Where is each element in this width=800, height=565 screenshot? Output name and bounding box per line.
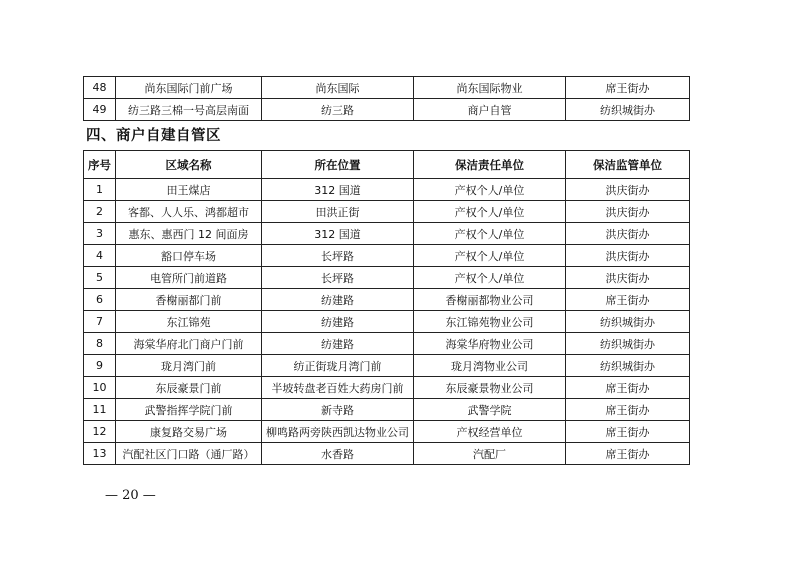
cell-cleaning-unit: 产权个人/单位	[414, 201, 566, 223]
cell-index: 3	[84, 223, 116, 245]
cell-supervision-unit: 纺织城街办	[566, 333, 690, 355]
cell-index: 1	[84, 179, 116, 201]
cell-cleaning-unit: 商户自管	[414, 99, 566, 121]
cell-index: 12	[84, 421, 116, 443]
cell-index: 2	[84, 201, 116, 223]
table-row	[84, 289, 690, 311]
cell-area-name: 惠东、惠西门 12 间面房	[116, 223, 262, 245]
cell-location: 312 国道	[262, 179, 414, 201]
cell-cleaning-unit: 产权个人/单位	[414, 179, 566, 201]
table-row	[84, 399, 690, 421]
cell-index: 48	[84, 77, 116, 99]
cell-cleaning-unit: 产权个人/单位	[414, 267, 566, 289]
cell-index: 13	[84, 443, 116, 465]
cell-area-name: 香榭丽都门前	[116, 289, 262, 311]
cell-location: 长坪路	[262, 245, 414, 267]
table-row	[84, 99, 690, 121]
cell-cleaning-unit: 珑月湾物业公司	[414, 355, 566, 377]
cell-supervision-unit: 洪庆街办	[566, 201, 690, 223]
table-row	[84, 333, 690, 355]
table-row	[84, 179, 690, 201]
cell-location: 柳鸣路两旁陕西凯达物业公司	[262, 421, 414, 443]
cell-supervision-unit: 洪庆街办	[566, 245, 690, 267]
cell-cleaning-unit: 尚东国际物业	[414, 77, 566, 99]
cell-index: 6	[84, 289, 116, 311]
page-number: — 20 —	[105, 488, 156, 503]
cell-supervision-unit: 洪庆街办	[566, 223, 690, 245]
table-row	[84, 223, 690, 245]
cell-supervision-unit: 席王街办	[566, 377, 690, 399]
cell-supervision-unit: 洪庆街办	[566, 267, 690, 289]
table-header-row	[84, 151, 690, 179]
cell-supervision-unit: 席王街办	[566, 77, 690, 99]
section-heading: 四、商户自建自管区	[86, 128, 221, 144]
header-cleaning-unit: 保洁责任单位	[414, 151, 566, 179]
cell-cleaning-unit: 武警学院	[414, 399, 566, 421]
cell-location: 纺正街珑月湾门前	[262, 355, 414, 377]
cell-area-name: 纺三路三棉一号高层南面	[116, 99, 262, 121]
cell-area-name: 康复路交易广场	[116, 421, 262, 443]
header-index: 序号	[84, 151, 116, 179]
cell-location: 田洪正街	[262, 201, 414, 223]
cell-location: 312 国道	[262, 223, 414, 245]
cell-location: 纺建路	[262, 333, 414, 355]
header-location: 所在位置	[262, 151, 414, 179]
cell-location: 纺三路	[262, 99, 414, 121]
cell-location: 纺建路	[262, 289, 414, 311]
cell-index: 9	[84, 355, 116, 377]
cell-cleaning-unit: 产权个人/单位	[414, 245, 566, 267]
cell-area-name: 东辰豪景门前	[116, 377, 262, 399]
cell-supervision-unit: 席王街办	[566, 443, 690, 465]
cell-area-name: 尚东国际门前广场	[116, 77, 262, 99]
cell-cleaning-unit: 东江锦苑物业公司	[414, 311, 566, 333]
cell-supervision-unit: 席王街办	[566, 421, 690, 443]
cell-index: 8	[84, 333, 116, 355]
cell-location: 长坪路	[262, 267, 414, 289]
cell-area-name: 客都、人人乐、鸿都超市	[116, 201, 262, 223]
cell-location: 新寺路	[262, 399, 414, 421]
cell-area-name: 珑月湾门前	[116, 355, 262, 377]
header-supervision-unit: 保洁监管单位	[566, 151, 690, 179]
table-row	[84, 267, 690, 289]
cell-area-name: 电管所门前道路	[116, 267, 262, 289]
cell-supervision-unit: 洪庆街办	[566, 179, 690, 201]
cell-area-name: 田王煤店	[116, 179, 262, 201]
table-row	[84, 377, 690, 399]
cell-cleaning-unit: 海棠华府物业公司	[414, 333, 566, 355]
cell-location: 水香路	[262, 443, 414, 465]
cell-location: 尚东国际	[262, 77, 414, 99]
cell-index: 5	[84, 267, 116, 289]
cell-supervision-unit: 席王街办	[566, 289, 690, 311]
cell-index: 49	[84, 99, 116, 121]
cell-cleaning-unit: 汽配厂	[414, 443, 566, 465]
cell-cleaning-unit: 东辰豪景物业公司	[414, 377, 566, 399]
cell-location: 半坡转盘老百姓大药房门前	[262, 377, 414, 399]
cell-supervision-unit: 纺织城街办	[566, 355, 690, 377]
table-row	[84, 355, 690, 377]
cell-area-name: 海棠华府北门商户门前	[116, 333, 262, 355]
cell-index: 4	[84, 245, 116, 267]
table-row	[84, 77, 690, 99]
cell-cleaning-unit: 产权个人/单位	[414, 223, 566, 245]
table-row	[84, 443, 690, 465]
cell-cleaning-unit: 产权经营单位	[414, 421, 566, 443]
cell-area-name: 东江锦苑	[116, 311, 262, 333]
header-area-name: 区域名称	[116, 151, 262, 179]
cell-index: 7	[84, 311, 116, 333]
cell-cleaning-unit: 香榭丽都物业公司	[414, 289, 566, 311]
cell-area-name: 汽配社区门口路（通厂路）	[116, 443, 262, 465]
cell-area-name: 武警指挥学院门前	[116, 399, 262, 421]
table-row	[84, 201, 690, 223]
cell-supervision-unit: 纺织城街办	[566, 311, 690, 333]
cell-index: 11	[84, 399, 116, 421]
cell-area-name: 豁口停车场	[116, 245, 262, 267]
table-continued	[83, 76, 690, 121]
table-row	[84, 421, 690, 443]
cell-index: 10	[84, 377, 116, 399]
table-row	[84, 311, 690, 333]
cell-supervision-unit: 席王街办	[566, 399, 690, 421]
cell-location: 纺建路	[262, 311, 414, 333]
table-row	[84, 245, 690, 267]
cell-supervision-unit: 纺织城街办	[566, 99, 690, 121]
table-merchant-areas	[83, 150, 690, 465]
